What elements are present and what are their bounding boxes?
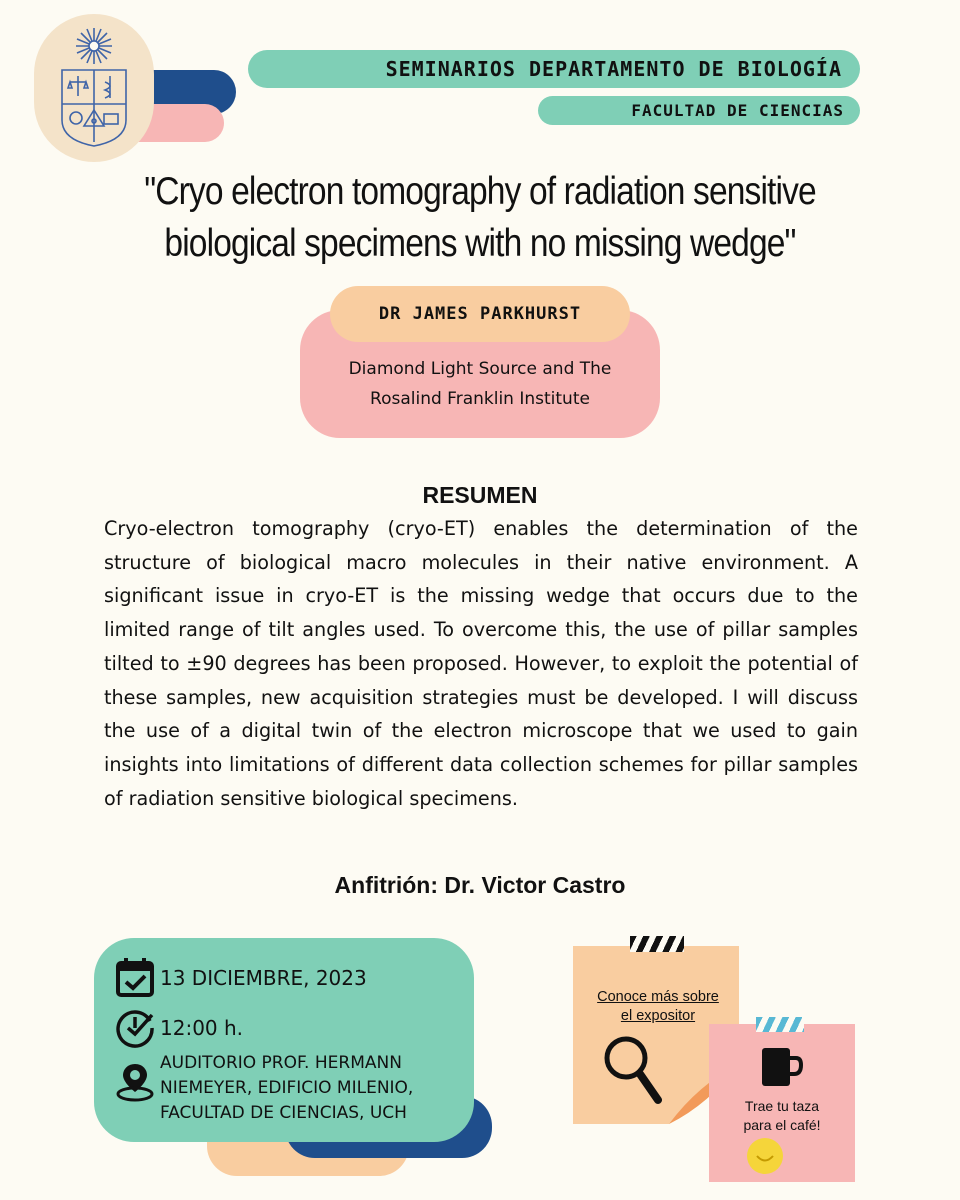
abstract-text: Cryo-electron tomography (cryo-ET) enables the determination of the structure of biological macro molecules in their native environment. A significant issue in cryo-ET is the missing wedge that occurs due to the limited range of tilt angles used. To overcome this, the use of pillar samples tilted to ±90 degrees has been proposed. However, to exploit the potential of these samples, new acquisition strategies must be developed. I will discuss the use of a digital twin of the electron microscope that we used to gain insights into limitations of different data collection schemes for pillar samples of radiation sensitive biological specimens. xyxy=(104,517,858,810)
university-crest-icon xyxy=(56,22,132,152)
clock-check-icon xyxy=(114,1007,156,1049)
link-line-1[interactable]: Conoce más sobre xyxy=(597,989,719,1005)
affiliation-line-1: Diamond Light Source and The xyxy=(348,359,612,379)
venue-line-3: FACULTAD DE CIENCIAS, UCH xyxy=(160,1103,407,1123)
seminar-title xyxy=(102,166,859,270)
magnifier-icon xyxy=(602,1034,664,1106)
blue-tape xyxy=(756,1017,804,1032)
calendar-check-icon xyxy=(114,956,156,998)
coffee-message xyxy=(712,1097,852,1135)
title-line-1: "Cryo electron tomography of radiation sensitive xyxy=(144,170,816,213)
coffee-line-1: Trae tu taza xyxy=(744,1098,820,1114)
speaker-affiliation xyxy=(300,354,660,414)
speaker-name: DR JAMES PARKHURST xyxy=(330,286,630,342)
smiley-icon xyxy=(746,1137,784,1175)
event-date: 13 DICIEMBRE, 2023 xyxy=(160,966,367,990)
coffee-line-2: para el café! xyxy=(743,1117,821,1133)
abstract-heading: RESUMEN xyxy=(422,482,538,508)
black-tape xyxy=(630,936,684,952)
host-name: Anfitrión: Dr. Victor Castro xyxy=(334,872,626,898)
link-line-2[interactable]: el expositor xyxy=(620,1008,696,1024)
location-pin-icon xyxy=(114,1060,156,1102)
event-venue xyxy=(160,1051,413,1126)
event-time: 12:00 h. xyxy=(160,1016,244,1040)
affiliation-line-2: Rosalind Franklin Institute xyxy=(370,389,590,409)
title-line-2: biological specimens with no missing wedge" xyxy=(164,222,796,265)
speaker-info-link[interactable] xyxy=(576,988,740,1026)
coffee-mug-icon xyxy=(758,1044,804,1090)
venue-line-1: AUDITORIO PROF. HERMANN xyxy=(160,1053,402,1073)
department-banner: SEMINARIOS DEPARTAMENTO DE BIOLOGÍA xyxy=(248,50,860,88)
faculty-banner: FACULTAD DE CIENCIAS xyxy=(538,96,860,125)
venue-line-2: NIEMEYER, EDIFICIO MILENIO, xyxy=(160,1078,414,1098)
